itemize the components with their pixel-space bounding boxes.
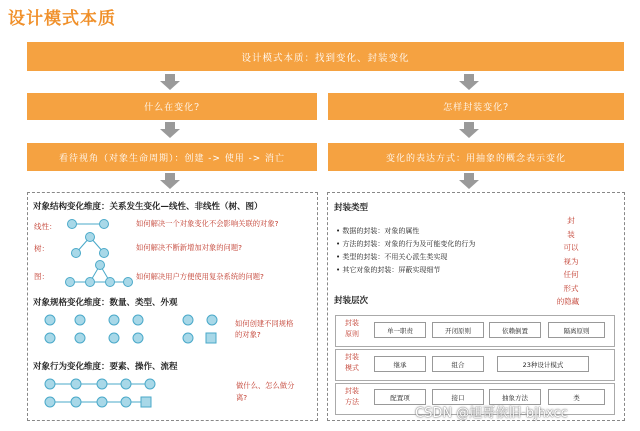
watermark: CSDN @旭哥依旧-bjhxcc bbox=[415, 406, 568, 421]
linear-question: 如何解决一个对象变化不会影响关联的对象? bbox=[136, 219, 279, 228]
scale-heading: 对象规格变化维度：数量、类型、外观 bbox=[33, 298, 178, 308]
type-item: • 其它对象的封装：屏蔽实现细节 bbox=[336, 266, 441, 274]
level-item: 依赖倒置 bbox=[489, 322, 541, 338]
level-item: 组合 bbox=[432, 356, 484, 372]
down-arrow-icon bbox=[160, 122, 180, 138]
scale-question: 如何创建不同规格的对象? bbox=[235, 319, 294, 339]
encapsulation-note: 封 装 可以 视为 任何 形式 的隐藏 bbox=[556, 216, 580, 306]
scale-shapes-icon bbox=[40, 310, 230, 348]
down-arrow-icon bbox=[160, 173, 180, 189]
level-name: 封装 方法 bbox=[345, 387, 359, 406]
level-item: 抽象方法 bbox=[489, 389, 541, 405]
level-item: 配置项 bbox=[374, 389, 426, 405]
down-arrow-icon bbox=[160, 74, 180, 90]
level-item: 接口 bbox=[432, 389, 484, 405]
type-item: • 方法的封装：对象的行为及可能变化的行为 bbox=[336, 240, 476, 248]
essence-banner: 设计模式本质：找到变化、封装变化 bbox=[27, 42, 624, 71]
level-name: 封装 模式 bbox=[345, 353, 359, 372]
behavior-flow-icon bbox=[40, 374, 160, 412]
types-heading: 封装类型 bbox=[334, 203, 369, 213]
tree-label: 树： bbox=[34, 244, 49, 253]
type-item: • 数据的封装：对象的属性 bbox=[336, 227, 420, 235]
down-arrow-icon bbox=[459, 74, 479, 90]
perspective-box: 看待视角（对象生命周期）：创建 -> 使用 -> 消亡 bbox=[27, 143, 317, 171]
graph-network-icon bbox=[62, 258, 137, 290]
down-arrow-icon bbox=[459, 122, 479, 138]
level-item: 开闭原则 bbox=[432, 322, 484, 338]
how-encapsulate-box: 怎样封装变化? bbox=[328, 93, 624, 120]
level-item: 23种设计模式 bbox=[497, 356, 589, 372]
level-item: 类 bbox=[548, 389, 605, 405]
graph-label: 图： bbox=[34, 272, 49, 281]
behavior-question: 做什么、怎么做分离? bbox=[236, 381, 295, 402]
down-arrow-icon bbox=[459, 173, 479, 189]
tree-question: 如何解决不断新增加对象的问题? bbox=[136, 243, 243, 252]
tree-graph-icon bbox=[62, 230, 122, 260]
linear-label: 线性： bbox=[34, 222, 57, 231]
page-title: 设计模式本质 bbox=[8, 9, 116, 29]
levels-heading: 封装层次 bbox=[334, 296, 369, 306]
what-changes-box: 什么在变化? bbox=[27, 93, 317, 120]
graph-question: 如何解决用户方便使用复杂系统的问题? bbox=[136, 272, 264, 281]
level-item: 隔离原则 bbox=[548, 322, 605, 338]
type-item: • 类型的封装：不用关心派生类实现 bbox=[336, 253, 448, 261]
level-item: 继承 bbox=[374, 356, 426, 372]
behavior-heading: 对象行为变化维度：要素、操作、流程 bbox=[33, 362, 178, 372]
level-item: 单一职责 bbox=[374, 322, 426, 338]
level-name: 封装 原则 bbox=[345, 319, 359, 338]
expression-box: 变化的表达方式：用抽象的概念表示变化 bbox=[328, 143, 624, 171]
structure-heading: 对象结构变化维度：关系发生变化—线性、非线性（树、图） bbox=[33, 202, 263, 212]
